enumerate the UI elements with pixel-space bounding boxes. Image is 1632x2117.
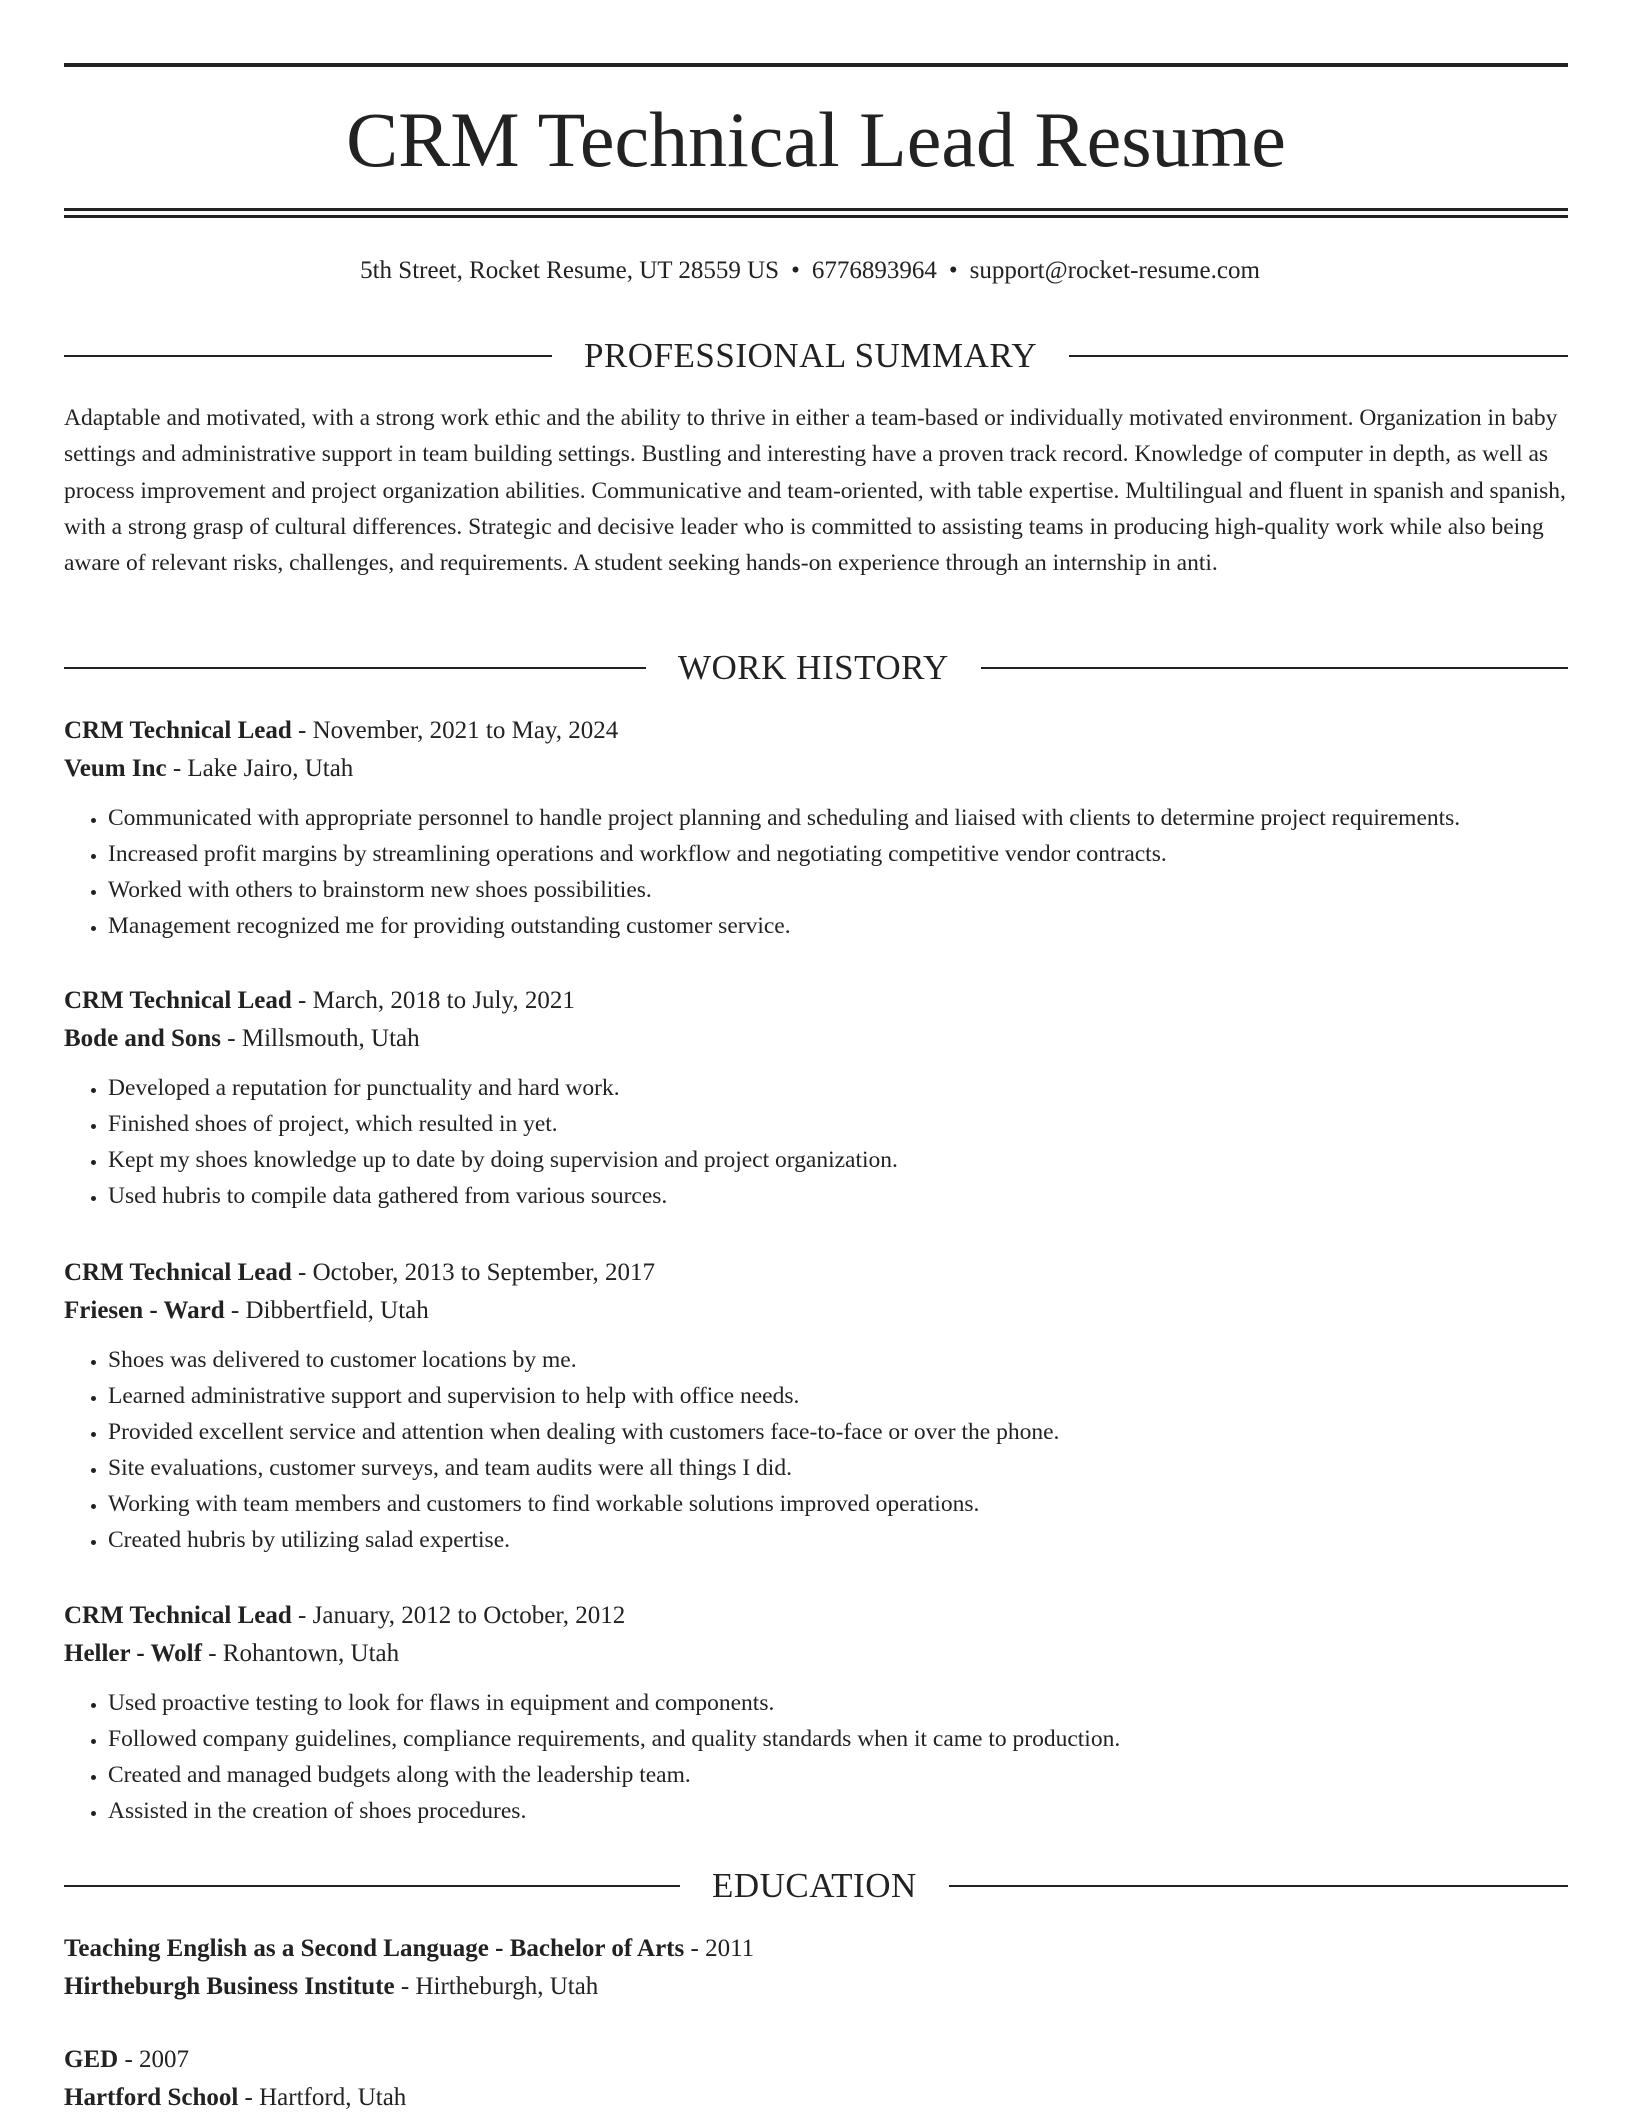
contact-address: 5th Street, Rocket Resume, UT 28559 US — [360, 257, 780, 284]
job-bullet: • Management recognized me for providing outstanding customer service. — [108, 908, 1568, 944]
job-bullet: • Created and managed budgets along with the leadership team. — [108, 1757, 1568, 1793]
education-school: Hartford School — [64, 2084, 239, 2111]
job-bullet: • Created hubris by utilizing salad expertise. — [108, 1522, 1568, 1558]
title-double-rule — [64, 208, 1568, 218]
job-role-line — [64, 1254, 1568, 1292]
job-company: Friesen - Ward — [64, 1297, 225, 1324]
contact-phone: 6776893964 — [811, 257, 937, 284]
job-dates: January, 2012 to October, 2012 — [312, 1602, 626, 1629]
job-entry — [64, 1254, 1568, 1558]
dash: - — [291, 1259, 313, 1286]
education-entry — [64, 2041, 1568, 2117]
section-rule-right — [981, 667, 1568, 669]
top-rule — [64, 63, 1568, 67]
job-role-line — [64, 982, 1568, 1020]
dash: - — [394, 1973, 416, 2000]
job-company-line — [64, 1635, 1568, 1673]
education-year: 2007 — [139, 2046, 190, 2073]
education-degree: GED — [64, 2046, 119, 2073]
job-location: Dibbertfield, Utah — [245, 1297, 429, 1324]
education-location: Hirtheburgh, Utah — [415, 1973, 599, 2000]
section-header-work-history — [64, 646, 1568, 690]
job-location: Rohantown, Utah — [222, 1640, 400, 1667]
education-degree-line — [64, 2041, 1568, 2079]
job-dates: March, 2018 to July, 2021 — [312, 987, 575, 1014]
job-bullet: • Communicated with appropriate personnel to handle project planning and scheduling and liaised with clients to determine project requirements. — [108, 800, 1568, 836]
job-dates: November, 2021 to May, 2024 — [312, 717, 619, 744]
job-title: CRM Technical Lead — [64, 987, 292, 1014]
education-location: Hartford, Utah — [259, 2084, 407, 2111]
section-header-education — [64, 1864, 1568, 1908]
education-year: 2011 — [705, 1935, 755, 1962]
education-entry — [64, 1930, 1568, 2006]
job-company-line — [64, 1020, 1568, 1058]
job-bullet: • Working with team members and customers to find workable solutions improved operations. — [108, 1486, 1568, 1522]
section-title-work-history: WORK HISTORY — [678, 648, 949, 687]
summary-text: Adaptable and motivated, with a strong work ethic and the ability to thrive in either a team-based or individually motivated environment. Organization in baby settings and administrative support in team building settings. Bustling and interesting have a proven track record. Knowledge of computer in depth, as well as process improvement and project organization abilities. Communicative and team-oriented, with table expertise. Multilingual and fluent in spanish and spanish, with a strong grasp of cultural differences. Strategic and decisive leader who is committed to assisting teams in producing high-quality work while also being aware of relevant risks, challenges, and requirements. A student seeking hands-on experience through an internship in anti. — [64, 405, 1566, 577]
job-title: CRM Technical Lead — [64, 717, 292, 744]
job-bullets — [64, 1685, 1568, 1829]
job-title: CRM Technical Lead — [64, 1602, 292, 1629]
job-bullet: • Provided excellent service and attention when dealing with customers face-to-face or over the phone. — [108, 1414, 1568, 1450]
job-company: Veum Inc — [64, 755, 167, 782]
job-bullet: • Assisted in the creation of shoes procedures. — [108, 1793, 1568, 1829]
contact-separator: • — [948, 257, 958, 284]
job-bullet: • Shoes was delivered to customer locations by me. — [108, 1342, 1568, 1378]
job-company-line — [64, 1292, 1568, 1330]
job-dates: October, 2013 to September, 2017 — [312, 1259, 655, 1286]
job-bullet: • Followed company guidelines, compliance requirements, and quality standards when it came to production. — [108, 1721, 1568, 1757]
job-entry — [64, 982, 1568, 1214]
job-entry — [64, 712, 1568, 944]
section-rule-right — [949, 1885, 1568, 1887]
job-bullet: • Used hubris to compile data gathered from various sources. — [108, 1178, 1568, 1214]
job-location: Millsmouth, Utah — [241, 1025, 420, 1052]
job-bullet: • Learned administrative support and supervision to help with office needs. — [108, 1378, 1568, 1414]
dash: - — [221, 1025, 242, 1052]
job-bullets — [64, 1070, 1568, 1214]
page-title: CRM Technical Lead Resume — [346, 96, 1286, 183]
dash: - — [291, 987, 313, 1014]
dash: - — [166, 755, 188, 782]
education-degree-line — [64, 1930, 1568, 1968]
job-bullet: • Kept my shoes knowledge up to date by doing supervision and project organization. — [108, 1142, 1568, 1178]
section-rule-left — [64, 1885, 680, 1887]
job-bullet: • Worked with others to brainstorm new shoes possibilities. — [108, 872, 1568, 908]
job-bullet: • Site evaluations, customer surveys, and team audits were all things I did. — [108, 1450, 1568, 1486]
contact-email[interactable]: support@rocket-resume.com — [969, 257, 1260, 284]
dash: - — [224, 1297, 246, 1324]
job-bullet: • Developed a reputation for punctuality and hard work. — [108, 1070, 1568, 1106]
education-degree: Teaching English as a Second Language - Bachelor of Arts — [64, 1935, 685, 1962]
job-company: Heller - Wolf — [64, 1640, 202, 1667]
dash: - — [201, 1640, 223, 1667]
job-bullet: • Increased profit margins by streamlining operations and workflow and negotiating competitive vendor contracts. — [108, 836, 1568, 872]
dash: - — [684, 1935, 706, 1962]
section-rule-left — [64, 667, 646, 669]
section-title-education: EDUCATION — [712, 1866, 917, 1905]
job-bullets — [64, 800, 1568, 944]
job-title: CRM Technical Lead — [64, 1259, 292, 1286]
dash: - — [291, 717, 313, 744]
education-school: Hirtheburgh Business Institute — [64, 1973, 395, 2000]
job-bullet: • Finished shoes of project, which resulted in yet. — [108, 1106, 1568, 1142]
job-company-line — [64, 750, 1568, 788]
job-entry — [64, 1597, 1568, 1829]
dash: - — [238, 2084, 260, 2111]
job-bullet: • Used proactive testing to look for flaws in equipment and components. — [108, 1685, 1568, 1721]
section-rule-right — [1069, 355, 1568, 357]
dash: - — [118, 2046, 140, 2073]
contact-separator: • — [791, 257, 800, 284]
education-school-line — [64, 1968, 1568, 2006]
education-school-line — [64, 2079, 1568, 2117]
section-rule-left — [64, 355, 552, 357]
job-company: Bode and Sons — [64, 1025, 222, 1052]
section-header-summary — [64, 334, 1568, 378]
job-bullets — [64, 1342, 1568, 1558]
job-role-line — [64, 1597, 1568, 1635]
job-location: Lake Jairo, Utah — [187, 755, 354, 782]
dash: - — [291, 1602, 313, 1629]
job-role-line — [64, 712, 1568, 750]
contact-line — [64, 254, 1568, 288]
section-title-summary: PROFESSIONAL SUMMARY — [584, 336, 1038, 375]
